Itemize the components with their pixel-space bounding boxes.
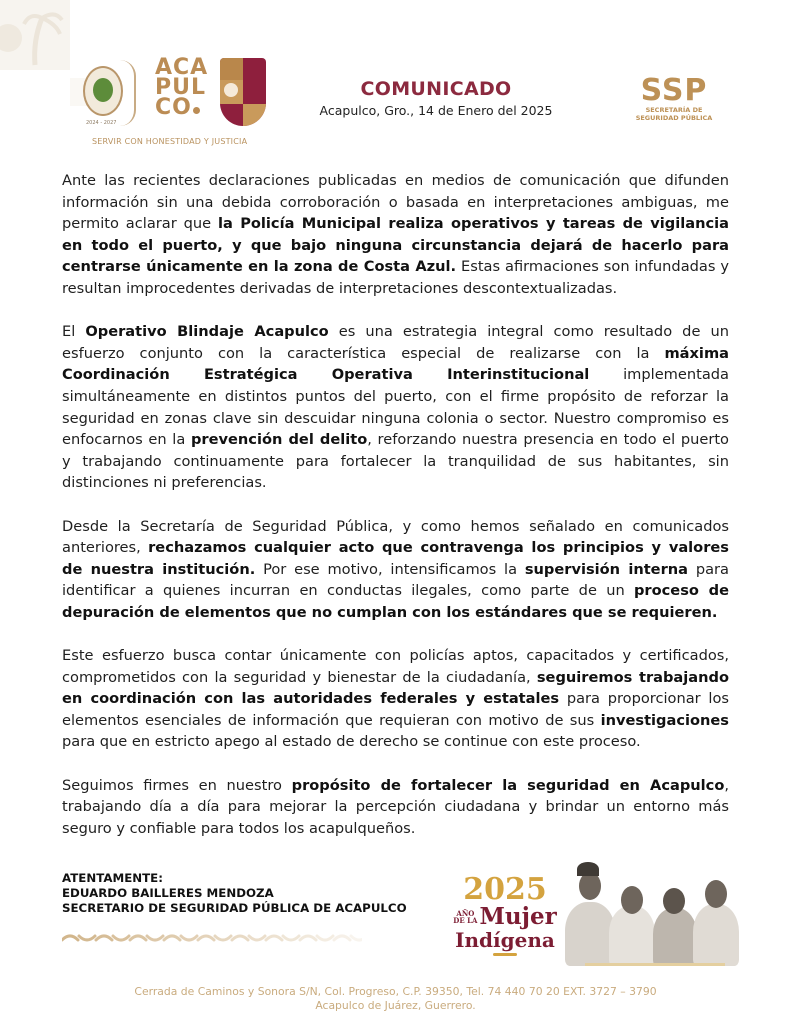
wave-segment <box>334 936 350 940</box>
ssp-logo <box>622 73 726 122</box>
bold-text: seguiremos trabajando en coordinación con las autoridades federales y estatales <box>62 668 729 708</box>
signer-name: EDUARDO BAILLERES MENDOZA <box>62 886 274 900</box>
text: implementada simultáneamente en distintos puntos del puerto, con el firme propósito de reforzar la seguridad en zonas clave sin descuidar ninguna colonia o sector. Nuestro compromiso es enfocarnos en la <box>62 366 729 449</box>
wave-segment <box>164 936 180 940</box>
text: para identificar a quienes incurran en conductas ilegales, como parte de un <box>62 560 729 600</box>
wave-segment <box>113 936 129 940</box>
footer-address <box>60 985 731 1013</box>
paragraph <box>62 775 729 840</box>
ssp-line1: SECRETARÍA DE <box>645 106 703 114</box>
wave-segment <box>266 936 282 940</box>
banner-ano: AÑO DE LA <box>453 909 478 925</box>
wave-segment <box>215 936 231 940</box>
wave-segment <box>96 936 112 940</box>
wave-segment <box>351 936 362 940</box>
wave-segment <box>300 936 316 940</box>
indigenous-women-illustration <box>565 862 741 966</box>
wave-segment <box>198 936 214 940</box>
bold-text: proceso de depuración de elementos que no cumplan con los estándares que se requieren. <box>62 582 729 621</box>
seal-years: 2024 - 2027 <box>86 120 117 126</box>
text: Desde la Secretaría de Seguridad Pública, y como hemos señalado en comunicados anteriores, <box>62 517 729 557</box>
wave-segment <box>317 936 333 940</box>
wave-segment <box>181 936 197 940</box>
wave-segment <box>130 936 146 940</box>
bold-text: la Policía Municipal realiza operativos y tareas de vigilancia en todo el puerto, y que bajo ninguna circunstancia dejará de hacerlo para centrarse únicamente en la zona de Costa Azul. <box>62 215 729 276</box>
bold-text: máxima Coordinación Estratégica Operativa Interinstitucional <box>62 344 729 384</box>
paragraph <box>62 516 729 624</box>
wave-segment <box>232 936 248 940</box>
page-title: COMUNICADO <box>360 78 512 100</box>
wave-segment <box>62 936 78 940</box>
acapulco-shield-icon <box>220 58 266 126</box>
date-line: Acapulco, Gro., 14 de Enero del 2025 <box>319 103 553 118</box>
bold-text: supervisión interna <box>524 560 689 578</box>
bold-text: prevención del delito <box>190 431 368 449</box>
banner-year: 2025 <box>463 872 547 907</box>
signature-block <box>62 871 407 916</box>
text: Estas afirmaciones son infundadas y resultan improcedentes derivadas de interpretaciones descontextualizadas. <box>62 258 729 297</box>
bold-text: propósito de fortalecer la seguridad en Acapulco <box>291 776 725 794</box>
bracket-divider <box>120 60 136 126</box>
paragraph <box>62 645 729 753</box>
banner-indigena: Indígena <box>455 928 555 952</box>
acapulco-wordmark: ACA PUL CO <box>155 55 209 120</box>
text: es una estrategia integral como resultado de un esfuerzo conjunto con la característica especial de realizarse con la <box>62 323 729 362</box>
municipal-seal-icon <box>83 66 123 116</box>
bold-text: Operativo Blindaje Acapulco <box>85 323 329 341</box>
palm-tree-icon <box>0 0 70 70</box>
wave-segment <box>79 936 95 940</box>
closing: ATENTAMENTE: <box>62 871 163 885</box>
paragraph <box>62 321 729 494</box>
bold-text: rechazamos cualquier acto que contravenga los principios y valores de nuestra institución. <box>62 539 729 578</box>
text: para que en estricto apego al estado de derecho se continue con este proceso. <box>62 733 641 751</box>
body-text <box>62 170 729 861</box>
palm-watermark <box>0 0 70 70</box>
mujer-indigena-banner <box>450 872 560 956</box>
wave-segment <box>249 936 265 940</box>
bold-text: investigaciones <box>600 711 729 729</box>
text: Seguimos firmes en nuestro <box>62 776 292 794</box>
text: Por ese motivo, intensificamos la <box>255 560 525 578</box>
wave-segment <box>283 936 299 940</box>
wave-segment <box>147 936 163 940</box>
text: para proporcionar los elementos esenciales de información que requieran con motivo de sus <box>62 690 729 729</box>
signer-position: SECRETARIO DE SEGURIDAD PÚBLICA DE ACAPULCO <box>62 901 407 915</box>
text: Ante las recientes declaraciones publicadas en medios de comunicación que difunden información sin una debida corroboración o basada en interpretaciones ambiguas, me permito aclarar que <box>62 172 729 233</box>
text: , trabajando día a día para mejorar la percepción ciudadana y brindar un entorno más seguro y confiable para todos los acapulqueños. <box>62 776 729 837</box>
text: El <box>62 323 86 341</box>
text: , reforzando nuestra presencia en todo el puerto y trabajando continuamente para fortalecer la tranquilidad de sus habitantes, sin distinciones ni preferencias. <box>62 431 729 492</box>
ssp-acronym: SSP <box>640 73 708 108</box>
motto: SERVIR CON HONESTIDAD Y JUSTICIA <box>92 137 248 146</box>
banner-mujer: Mujer <box>479 903 557 930</box>
ssp-line2: SEGURIDAD PÚBLICA <box>635 114 713 122</box>
footer-line2: Acapulco de Juárez, Guerrero. <box>315 999 476 1012</box>
paragraph <box>62 170 729 300</box>
footer-line1: Cerrada de Caminos y Sonora S/N, Col. Progreso, C.P. 39350, Tel. 74 440 70 20 EXT. 3727 – 3790 <box>134 985 657 998</box>
decorative-wave <box>62 931 362 945</box>
text: Este esfuerzo busca contar únicamente con policías aptos, capacitados y certificados, comprometidos con la seguridad y bienestar de la ciudadanía, <box>62 647 729 686</box>
banner-underline <box>493 953 517 956</box>
